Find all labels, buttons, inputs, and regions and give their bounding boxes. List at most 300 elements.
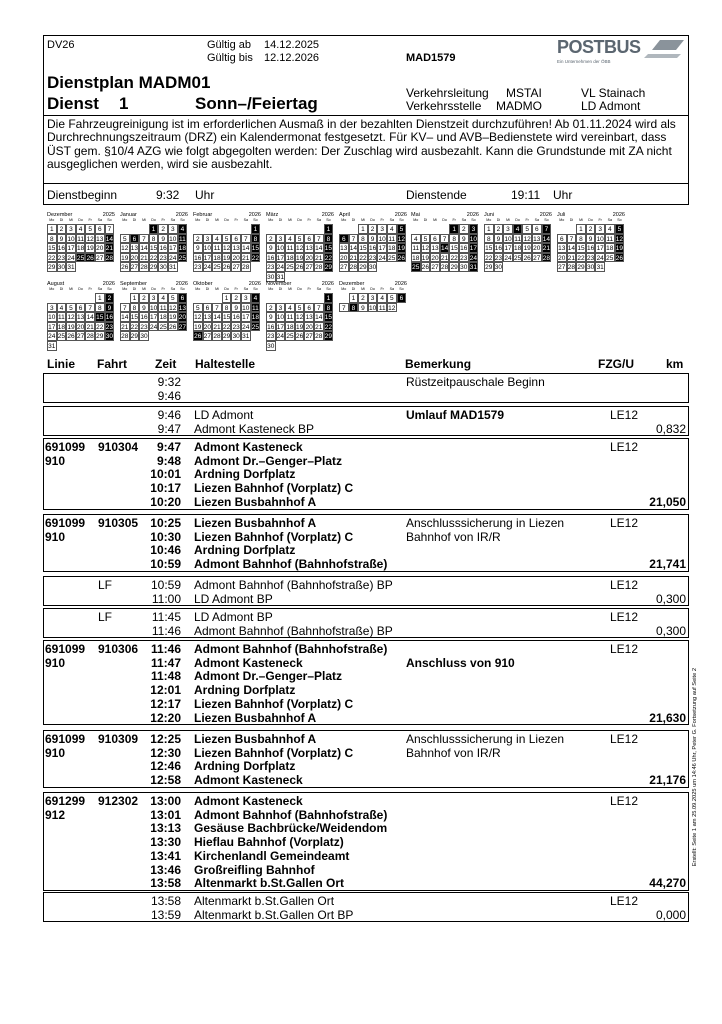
calendar-day: 29 (450, 264, 458, 272)
calendar-day: 18 (286, 323, 294, 331)
calendar-day: 28 (440, 264, 449, 272)
postbus-logo (556, 36, 688, 71)
calendar-day: 21 (315, 254, 323, 262)
calendar-month-year: 2026 (175, 281, 188, 287)
calendar-day: 10 (276, 314, 284, 322)
trip-time: 10:25 (150, 516, 181, 530)
calendar-day: 30 (460, 264, 468, 272)
trip-block (43, 608, 689, 638)
calendar-day: 30 (494, 264, 502, 272)
calendar-day: 18 (388, 245, 396, 253)
calendar-day: 1 (130, 293, 140, 303)
calendar-day: 8 (95, 303, 105, 313)
trip-time: 11:46 (151, 623, 181, 638)
calendar-weekday-row (557, 218, 625, 223)
calendar-weekday: So (471, 218, 476, 222)
calendar-day: 3 (469, 224, 479, 234)
calendar-weekday: Do (515, 218, 520, 222)
calendar-day: 7 (314, 234, 324, 244)
calendar-day: 17 (48, 323, 56, 331)
calendar-day: 2 (586, 224, 596, 234)
calendar-day: 28 (542, 254, 550, 262)
trip-time: 12:20 (150, 710, 181, 725)
calendar-day: 25 (178, 254, 186, 262)
trip-time: 9:47 (157, 421, 181, 436)
trip-number: 910309 (98, 732, 139, 746)
calendar-day: 20 (96, 245, 104, 253)
calendar-day: 26 (222, 264, 231, 272)
trip-block (43, 438, 689, 510)
calendar-day: 17 (504, 245, 512, 253)
calendar-day: 3 (503, 224, 513, 234)
calendar-day: 21 (86, 323, 94, 331)
calendar-day: 17 (242, 314, 250, 322)
calendar-day: 27 (96, 254, 104, 262)
duty-end-unit: Uhr (553, 188, 573, 202)
calendar-day: 4 (178, 224, 188, 234)
calendar-weekday: Mi (142, 287, 146, 291)
calendar-weekday: So (399, 287, 404, 291)
calendar-day: 4 (411, 234, 421, 244)
calendar-day: 7 (120, 303, 130, 313)
calendar-month (266, 281, 334, 351)
trip-row (44, 656, 688, 670)
calendar-day: 13 (558, 245, 566, 253)
calendar-day: 9 (193, 243, 203, 253)
verkehrsleitung-name: VL Stainach (581, 86, 646, 100)
calendar-day: 13 (533, 235, 541, 243)
calendar-day: 2 (266, 234, 276, 244)
trip-line: 691099 (45, 642, 86, 656)
calendar-day: 20 (203, 323, 211, 331)
calendar-day: 28 (567, 264, 575, 272)
calendar-day: 30 (267, 274, 275, 281)
trip-stop: Altenmarkt b.St.Gallen Ort (194, 876, 345, 891)
calendar-day: 13 (431, 245, 439, 253)
calendar-day: 1 (324, 293, 334, 303)
calendar-day: 21 (242, 254, 250, 262)
calendar-day: 28 (315, 333, 323, 341)
calendar-day: 6 (397, 293, 407, 303)
calendar-day: 13 (340, 245, 348, 253)
trip-time: 13:13 (150, 821, 181, 836)
calendar-day: 27 (340, 264, 348, 272)
calendar-day: 25 (251, 323, 259, 331)
calendar-day: 10 (504, 235, 512, 243)
trip-time: 13:01 (150, 807, 181, 822)
calendar-day: 23 (267, 333, 275, 341)
calendar-day: 12 (388, 304, 396, 312)
calendar-day: 21 (105, 245, 113, 253)
trip-number: LF (98, 578, 113, 592)
calendar-weekday: Do (370, 218, 375, 222)
calendar-weekday: Sa (243, 218, 248, 222)
trip-row (44, 467, 688, 481)
calendar-day: 15 (96, 314, 104, 322)
calendar-day: 8 (576, 234, 586, 244)
postbus-logo-graphic (556, 36, 688, 66)
calendar-day: 8 (484, 234, 494, 244)
calendar-day: 29 (324, 333, 332, 341)
calendar-day: 28 (105, 254, 113, 262)
calendar-month (120, 281, 188, 351)
trip-row (44, 610, 688, 624)
calendar-day: 21 (567, 254, 575, 262)
calendar-day: 25 (286, 264, 294, 272)
calendar-weekday: Mi (361, 287, 365, 291)
calendar-day: 1 (251, 224, 261, 234)
calendar-day: 7 (440, 234, 450, 244)
calendar-weekday: Mi (69, 218, 73, 222)
calendar-day: 9 (266, 312, 276, 322)
calendar-day: 16 (140, 314, 148, 322)
calendar-day: 15 (251, 245, 259, 253)
trip-time: 13:59 (150, 907, 181, 922)
calendar-day: 20 (558, 254, 566, 262)
calendar-day: 21 (440, 254, 449, 262)
trip-row (44, 557, 688, 571)
calendar-day: 4 (513, 224, 523, 234)
calendar-day: 16 (232, 314, 240, 322)
calendar-day: 14 (86, 314, 94, 322)
calendar-day: 4 (158, 293, 168, 303)
trip-vehicle: LE12 (610, 516, 639, 530)
circuit-code: MAD1579 (406, 52, 456, 64)
calendar-weekday: Fr (88, 287, 92, 291)
trip-stop: Admont Bahnhof (Bahnhofstraße) (194, 807, 388, 822)
calendar-day: 1 (449, 224, 459, 234)
trip-vehicle: LE12 (610, 732, 639, 746)
calendar-day: 19 (523, 245, 531, 253)
cleaning-notice: Die Fahrzeugreinigung ist im erforderlichen Ausmaß in der bezahlten Dienstzeit durchzuführen! Ab 01.11.2024 wird als Durchrechnungszeitraum (DRZ) ein Kalendermonat festgesetzt. Für KV– und AVB–Bedienstete wird vereinbart, dass ÜST gem. §10/4 AZG wie folgt abgegolten werden: Der Zuschlag wird ausbezahlt. Kann die Grundstunde mit ZA nicht ausgeglichen werden, wird sie ausbezahlt. (43, 116, 689, 184)
calendar-day: 8 (222, 303, 232, 313)
calendar-day: 3 (595, 224, 605, 234)
calendar-weekday: Di (351, 218, 356, 222)
calendar-month (339, 212, 407, 282)
calendar-month-name: November (266, 281, 292, 287)
calendar-day: 20 (76, 323, 85, 331)
calendar-weekday: So (180, 218, 185, 222)
calendar-day: 20 (533, 245, 541, 253)
calendar-weekday: Fr (307, 287, 311, 291)
calendar-day: 22 (48, 254, 56, 262)
calendar-weekday: Mo (268, 287, 274, 291)
calendar-day: 18 (76, 245, 85, 253)
calendar-day: 7 (567, 234, 577, 244)
calendar-day: 18 (178, 245, 186, 253)
calendar-weekday: Sa (461, 218, 466, 222)
calendar-day: 25 (286, 333, 294, 341)
calendar-weekday: Fr (234, 218, 238, 222)
trip-number: 910305 (98, 516, 139, 530)
calendar-day: 10 (203, 245, 211, 253)
calendar-day: 14 (567, 245, 575, 253)
calendar-day: 22 (222, 323, 231, 331)
trip-stop: Admont Bahnhof (Bahnhofstraße) (194, 557, 388, 572)
calendar-day: 18 (606, 245, 614, 253)
calendar-day: 13 (305, 245, 313, 253)
calendar-day: 23 (267, 264, 275, 272)
calendar-weekday: Di (278, 287, 283, 291)
calendar-weekday: Mi (506, 218, 510, 222)
calendar-day: 23 (368, 254, 377, 262)
verkehrsstelle-name: LD Admont (581, 99, 641, 113)
calendar-day: 30 (140, 333, 148, 341)
calendar-month-name: Dezember (339, 281, 365, 287)
verkehrsleitung-label: Verkehrsleitung (406, 86, 489, 100)
calendar-day: 3 (276, 303, 286, 313)
calendar-day: 13 (96, 235, 104, 243)
calendar-day: 10 (368, 304, 377, 312)
calendar-day: 22 (251, 254, 259, 262)
calendar-weekday: Di (132, 218, 137, 222)
trip-remark: Bahnhof von IR/R (406, 745, 501, 760)
calendar-day: 11 (412, 245, 420, 253)
trip-km: 21,176 (649, 773, 686, 788)
calendar-day: 29 (359, 264, 367, 272)
calendar-weekday: Sa (243, 287, 248, 291)
calendar-day: 24 (504, 254, 512, 262)
trip-row (44, 592, 688, 606)
calendar-day: 9 (358, 303, 368, 313)
calendar-day: 16 (267, 323, 275, 331)
calendar-weekday: Mo (49, 287, 55, 291)
calendar-day: 29 (149, 264, 158, 272)
calendar-day: 15 (324, 245, 332, 253)
calendar-weekday: Sa (607, 218, 612, 222)
calendar-weekday: Mi (288, 218, 292, 222)
trip-remark: Bahnhof von IR/R (406, 529, 501, 544)
trip-number: LF (98, 610, 113, 624)
calendar-day: 13 (232, 245, 240, 253)
calendar-day: 27 (558, 264, 566, 272)
calendar-day: 11 (378, 304, 386, 312)
calendar-day: 28 (140, 264, 148, 272)
trip-row (44, 835, 688, 849)
calendar-day: 7 (542, 224, 552, 234)
calendar-day: 31 (469, 264, 477, 272)
calendar-weekday: Di (278, 218, 283, 222)
calendar-day: 18 (251, 314, 259, 322)
calendar-weekday: Fr (452, 218, 456, 222)
calendar-day: 2 (494, 224, 504, 234)
calendar-month-year: 2026 (175, 212, 188, 218)
calendar-day: 14 (121, 314, 129, 322)
calendar-day: 27 (232, 264, 240, 272)
calendar-weekday: Do (224, 218, 229, 222)
calendar-day: 15 (485, 245, 493, 253)
calendar-day: 16 (105, 314, 113, 322)
calendar-day: 8 (251, 234, 261, 244)
calendar-month-year: 2026 (394, 212, 407, 218)
calendar-day: 12 (67, 314, 75, 322)
calendar-day: 3 (368, 293, 378, 303)
calendar-day: 1 (484, 224, 494, 234)
trip-stop: Gesäuse Bachbrücke/Weidendom (194, 821, 388, 836)
calendar-weekday: Di (132, 287, 137, 291)
calendar-weekday: Di (423, 218, 428, 222)
calendar-day: 18 (412, 254, 420, 262)
calendar-day: 4 (605, 224, 615, 234)
calendar-day: 5 (522, 224, 532, 234)
calendar-weekday: Fr (598, 218, 602, 222)
calendar-day: 5 (295, 234, 305, 244)
duty-end-time: 19:11 (511, 188, 541, 202)
calendar-day: 13 (76, 314, 85, 322)
trip-remark: Anschlusssicherung in Liezen (406, 732, 565, 746)
calendar-day: 16 (57, 245, 65, 253)
calendar-weekday: Mi (142, 218, 146, 222)
calendar-day: 23 (460, 254, 468, 262)
calendar-weekday: Di (496, 218, 501, 222)
calendar-day: 30 (368, 264, 377, 272)
calendar-day: 12 (194, 314, 202, 322)
calendar-day: 23 (140, 323, 148, 331)
trip-time: 9:46 (157, 388, 181, 403)
calendar-day: 16 (586, 245, 595, 253)
calendar-day: 18 (213, 254, 221, 262)
trip-row (44, 863, 688, 877)
calendar-day: 18 (286, 254, 294, 262)
calendar-month-name: Februar (193, 212, 213, 218)
trip-stop: Kirchenlandl Gemeindeamt (194, 848, 350, 863)
calendar-day: 5 (222, 234, 232, 244)
side-note-text: Erstellt: Seite 1 am 25.09.2025 um 14:46 Uhr, Peter G. Fortsetzung auf Seite 2 (692, 668, 698, 867)
calendar-day: 26 (295, 333, 304, 341)
calendar-day: 5 (615, 224, 625, 234)
trip-time: 11:00 (151, 591, 181, 606)
calendar-day: 7 (314, 303, 324, 313)
calendar-month (266, 212, 334, 282)
calendar-month (411, 212, 479, 282)
calendar-month (120, 212, 188, 282)
calendar-day: 17 (276, 323, 284, 331)
calendar-weekday: Di (205, 218, 210, 222)
calendar-month-name: März (266, 212, 279, 218)
calendar-day: 11 (159, 304, 167, 312)
trip-vehicle: LE12 (610, 578, 639, 592)
calendar-day: 22 (324, 254, 332, 262)
calendar-weekday: Fr (307, 218, 311, 222)
calendar-day: 16 (368, 245, 377, 253)
calendar-day: 19 (169, 314, 177, 322)
calendar-day: 19 (86, 245, 94, 253)
calendar-day: 26 (169, 323, 177, 331)
calendar-day: 7 (139, 234, 149, 244)
trip-remark: Anschluss von 910 (406, 655, 515, 670)
calendar-day: 4 (212, 234, 222, 244)
calendar-day: 5 (193, 303, 203, 313)
calendar-day: 11 (286, 245, 294, 253)
trip-stop: Ardning Dorfplatz (194, 543, 296, 558)
calendar-day: 22 (485, 254, 493, 262)
calendar-month-year: 2026 (466, 212, 479, 218)
calendar-day: 5 (66, 303, 76, 313)
calendar-day: 15 (149, 245, 158, 253)
trip-stop: Admont Bahnhof (Bahnhofstraße) BP (194, 623, 393, 638)
calendar-day: 10 (169, 235, 177, 243)
calendar-day: 31 (242, 333, 250, 341)
calendar-weekday: Mo (195, 218, 201, 222)
calendar-day: 14 (213, 314, 221, 322)
calendar-weekday-row (193, 218, 261, 223)
calendar-weekday: Sa (316, 287, 321, 291)
calendar-day: 27 (130, 264, 138, 272)
calendar-day: 12 (615, 235, 623, 243)
calendar-month-name: Juli (557, 212, 566, 218)
calendar-day: 31 (276, 274, 284, 281)
calendar-day: 20 (232, 254, 240, 262)
duty-times-bar (43, 184, 689, 205)
calendar-weekday: Do (442, 218, 447, 222)
calendar-day: 10 (276, 245, 284, 253)
calendar-day: 15 (324, 314, 332, 322)
trip-stop: Liezen Busbahnhof A (194, 732, 317, 746)
calendar-weekday: Fr (380, 287, 384, 291)
calendar-day: 14 (315, 245, 323, 253)
calendar-month (47, 281, 115, 351)
calendar-day: 5 (387, 293, 397, 303)
valid-from-label: Gültig ab (207, 39, 252, 51)
trip-time: 12:01 (150, 683, 181, 698)
calendar-day: 15 (222, 314, 231, 322)
calendar-weekday: Mi (288, 287, 292, 291)
calendar-weekday: So (399, 218, 404, 222)
calendar-day: 28 (315, 264, 323, 272)
trip-vehicle: LE12 (610, 610, 639, 624)
calendar-day: 13 (178, 304, 186, 312)
calendar-weekday: Fr (380, 218, 384, 222)
calendar-month (193, 212, 261, 282)
trip-row (44, 642, 688, 656)
calendar-day: 9 (266, 243, 276, 253)
trip-line: 912 (45, 807, 66, 822)
calendar-day: 16 (494, 245, 502, 253)
calendar-day: 6 (95, 224, 105, 234)
calendar-day: 26 (86, 254, 94, 262)
calendar-day: 10 (149, 304, 158, 312)
calendar-day: 17 (596, 245, 604, 253)
calendar-day: 3 (168, 224, 178, 234)
trip-time: 13:30 (150, 835, 181, 850)
trip-km: 0,300 (655, 623, 686, 638)
calendar-day: 26 (615, 254, 623, 262)
trip-vehicle: LE12 (610, 894, 639, 908)
verkehrsstelle-code: MADMO (496, 99, 542, 113)
calendar-day: 27 (203, 333, 211, 341)
calendar-day: 19 (194, 323, 202, 331)
trip-block (43, 373, 689, 403)
trip-row (44, 732, 688, 746)
calendar-day: 29 (577, 264, 585, 272)
calendar-day: 11 (179, 235, 186, 243)
trip-row (44, 516, 688, 530)
calendar-day: 19 (397, 245, 405, 253)
calendar-weekday: Mo (486, 218, 492, 222)
trip-stop: Liezen Busbahnhof A (194, 494, 317, 509)
calendar-day: 14 (349, 245, 357, 253)
calendar-day: 24 (242, 323, 250, 331)
calendar-day: 19 (67, 323, 75, 331)
trip-time: 11:48 (150, 669, 181, 684)
calendar-day: 9 (139, 303, 149, 313)
calendar-day: 10 (469, 235, 477, 243)
trip-km: 21,050 (649, 494, 686, 509)
calendar-day: 6 (339, 234, 349, 244)
calendar-month-year: 2026 (321, 212, 334, 218)
trip-vehicle: LE12 (610, 794, 639, 808)
trip-line: 691099 (45, 440, 86, 454)
